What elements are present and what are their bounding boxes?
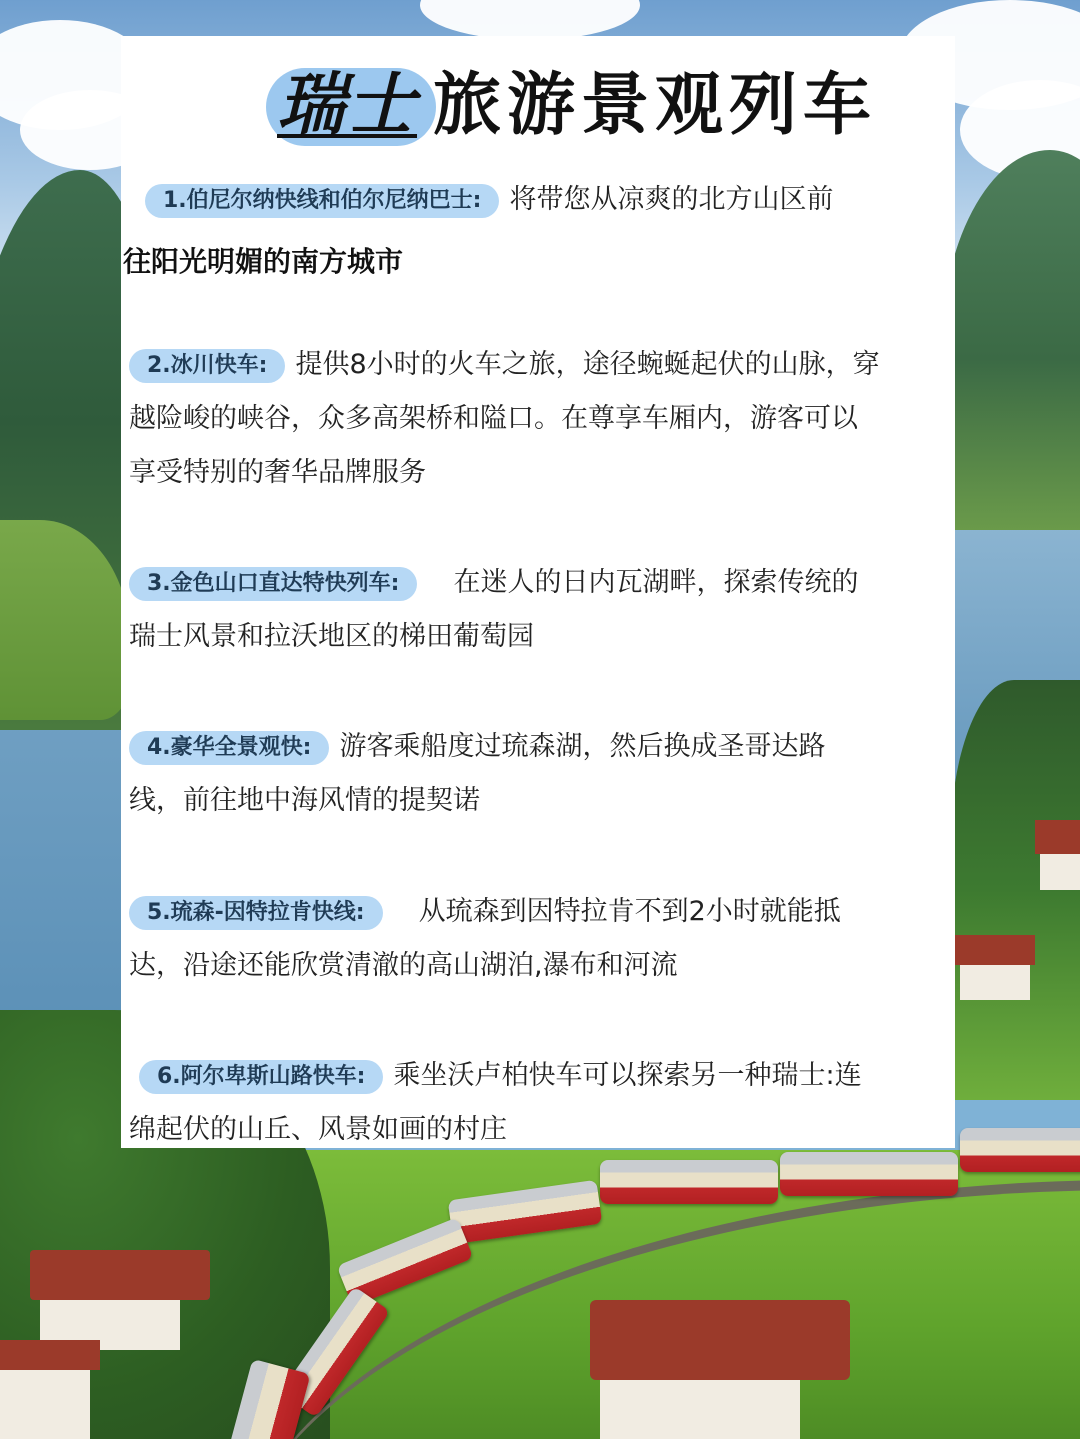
house: [1040, 850, 1080, 890]
roof: [955, 935, 1035, 965]
train-car: [960, 1128, 1080, 1172]
list-item: [129, 338, 951, 500]
item-tag: 1.伯尼尔纳快线和伯尔尼纳巴士:: [145, 184, 499, 218]
content-card: [121, 36, 955, 1148]
item-line: 达，沿途还能欣赏清澈的高山湖泊,瀑布和河流: [129, 950, 678, 981]
item-tag: 5.琉森-因特拉肯快线:: [129, 896, 383, 930]
item-line: 瑞士风景和拉沃地区的梯田葡萄园: [129, 621, 534, 652]
title-accent: 瑞士: [277, 66, 418, 145]
list-item: [129, 720, 951, 828]
house: [960, 960, 1030, 1000]
list-item: [129, 1049, 951, 1157]
house: [0, 1360, 90, 1439]
train-car: [780, 1152, 958, 1196]
item-text: 在迷人的日内瓦湖畔，探索传统的: [453, 567, 859, 598]
item-line: [129, 1049, 951, 1103]
item-tag: 3.金色山口直达特快列车:: [129, 567, 417, 601]
item-text: 将带您从凉爽的北方山区前: [509, 184, 834, 215]
item-line: [129, 885, 951, 939]
list-item: [123, 173, 951, 289]
item-line: 享受特别的奢华品牌服务: [129, 457, 426, 488]
item-line: [129, 338, 951, 392]
item-text: 从琉森到因特拉肯不到2小时就能抵: [418, 896, 841, 927]
item-tag: 2.冰川快车:: [129, 349, 285, 383]
item-tag: 6.阿尔卑斯山路快车:: [139, 1060, 383, 1094]
item-line: [129, 556, 951, 610]
house: [600, 1370, 800, 1439]
item-line: [129, 173, 951, 227]
train-car: [600, 1160, 778, 1204]
title-main: 旅游景观列车: [433, 66, 878, 145]
list-item: [129, 556, 951, 664]
item-text: 游客乘船度过琉森湖，然后换成圣哥达路: [339, 731, 826, 762]
item-text: 提供8小时的火车之旅，途径蜿蜒起伏的山脉，穿: [295, 349, 880, 380]
list-item: [129, 885, 951, 993]
item-line: [129, 720, 951, 774]
item-line: 线，前往地中海风情的提契诺: [129, 785, 480, 816]
roof: [30, 1250, 210, 1300]
forest-right: [950, 680, 1080, 1100]
item-line: 绵起伏的山丘、风景如画的村庄: [129, 1114, 507, 1145]
roof: [0, 1340, 100, 1370]
page-title: [201, 54, 921, 154]
item-tag: 4.豪华全景观快:: [129, 731, 329, 765]
item-line: 越险峻的峡谷，众多高架桥和隘口。在尊享车厢内，游客可以: [129, 403, 858, 434]
roof: [1035, 820, 1080, 854]
item-line: 往阳光明媚的南方城市: [123, 245, 404, 278]
item-text: 乘坐沃卢柏快车可以探索另一种瑞士:连: [393, 1060, 862, 1091]
roof: [590, 1300, 850, 1380]
